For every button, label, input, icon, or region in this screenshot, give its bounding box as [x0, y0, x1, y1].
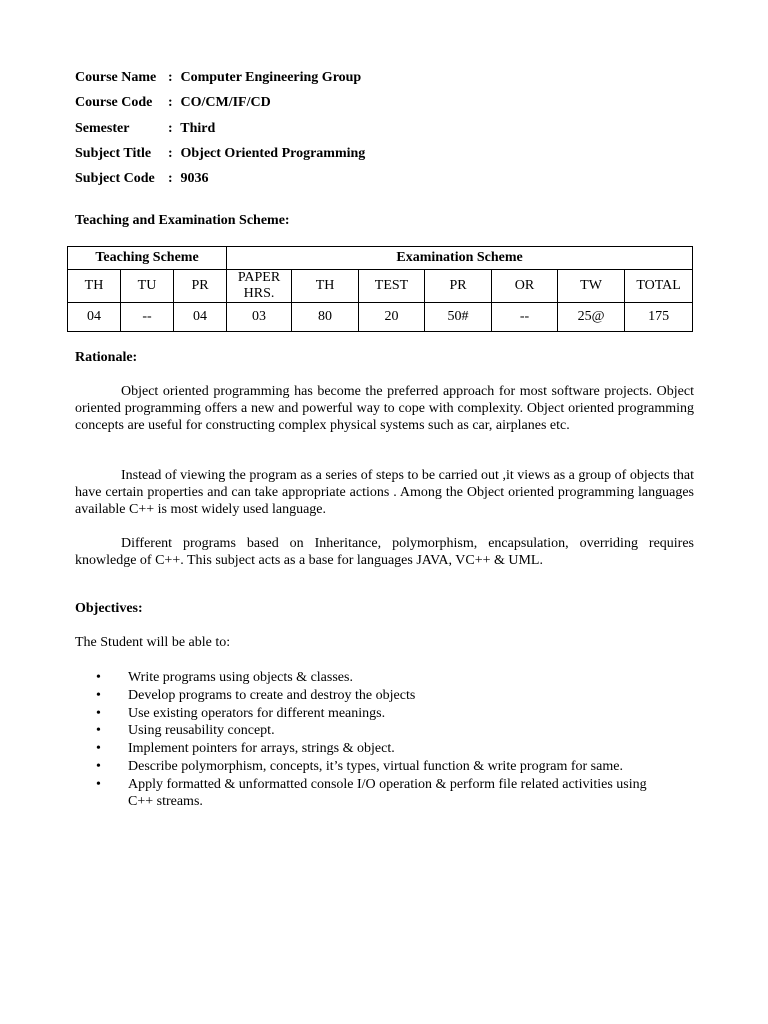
examination-scheme-header: Examination Scheme	[227, 247, 693, 270]
teaching-scheme-header: Teaching Scheme	[68, 247, 227, 270]
list-item: • Develop programs to create and destroy the objects	[96, 687, 416, 703]
rationale-paragraph-1	[75, 383, 694, 434]
objectives-list	[75, 669, 695, 810]
paragraph-text: Object oriented programming has become the preferred approach for most software projects. Object oriented programming offers a new and powerful way to cope with complexity. Object oriented programming concepts are useful for constructing complex physical systems such as car, airplanes etc.	[75, 384, 694, 433]
subject-title-label: Subject Title	[75, 145, 152, 161]
column-header: OR	[492, 270, 558, 303]
column-header: TW	[558, 270, 625, 303]
subject-code-label: Subject Code	[75, 171, 155, 187]
table-cell: 175	[625, 303, 693, 332]
bullet-icon: •	[96, 741, 101, 757]
list-item: • Using reusability concept.	[96, 723, 275, 739]
rationale-paragraph-3	[75, 535, 694, 569]
paragraph-text: Instead of viewing the program as a series of steps to be carried out ,it views as a group of objects that have certain properties and can take appropriate actions . Among the Object oriented programming languages available C++ is most widely used language.	[75, 468, 694, 517]
objectives-intro: The Student will be able to:	[75, 635, 231, 650]
table-cell: 03	[227, 303, 292, 332]
column-header: TEST	[359, 270, 425, 303]
subject-code-row: Subject Code : 9036	[75, 171, 209, 187]
semester-row: Semester : Third	[75, 120, 216, 136]
course-name-row: Course Name : Computer Engineering Group	[75, 70, 362, 85]
bullet-icon: •	[96, 776, 101, 792]
course-info	[75, 69, 365, 195]
objectives-heading: Objectives:	[75, 601, 143, 616]
column-header: TH	[68, 270, 121, 303]
bullet-icon: •	[96, 723, 101, 739]
scheme-heading: Teaching and Examination Scheme:	[75, 213, 290, 228]
course-name-value: Computer Engineering Group	[180, 70, 362, 85]
column-header: PR	[174, 270, 227, 303]
course-name-label: Course Name	[75, 70, 157, 85]
bullet-icon: •	[96, 670, 101, 685]
column-header: PR	[425, 270, 492, 303]
subject-title-value: Object Oriented Programming	[180, 145, 366, 161]
course-code-value: CO/CM/IF/CD	[180, 95, 271, 111]
rationale-heading: Rationale:	[75, 350, 138, 365]
table-cell: 80	[292, 303, 359, 332]
course-code-row: Course Code : CO/CM/IF/CD	[75, 95, 271, 111]
list-item: • Use existing operators for different meanings.	[96, 705, 386, 721]
bullet-icon: •	[96, 705, 101, 721]
bullet-icon: •	[96, 758, 101, 774]
list-item: • Describe polymorphism, concepts, it’s types, virtual function & write program for same.	[96, 758, 623, 774]
semester-label: Semester	[75, 120, 130, 136]
list-item: • Write programs using objects & classes.	[96, 670, 353, 685]
list-item: • Implement pointers for arrays, strings & object.	[96, 741, 395, 757]
table-cell: 20	[359, 303, 425, 332]
list-item: • Apply formatted & unformatted console I/O operation & perform file related activities using C++ streams.	[96, 776, 647, 809]
table-cell: --	[492, 303, 558, 332]
table-cell: 50#	[425, 303, 492, 332]
course-code-label: Course Code	[75, 95, 153, 111]
bullet-icon: •	[96, 687, 101, 703]
subject-title-row: Subject Title : Object Oriented Programming	[75, 145, 366, 161]
table-cell: 25@	[558, 303, 625, 332]
table-cell: --	[121, 303, 174, 332]
table-cell: 04	[174, 303, 227, 332]
column-header: TOTAL	[625, 270, 693, 303]
column-header: TU	[121, 270, 174, 303]
semester-value: Third	[180, 120, 216, 136]
column-header: TH	[292, 270, 359, 303]
scheme-table	[67, 246, 693, 332]
table-cell: 04	[68, 303, 121, 332]
rationale-paragraph-2	[75, 467, 694, 518]
column-header: PAPER HRS.	[227, 270, 292, 303]
paragraph-text: Different programs based on Inheritance, polymorphism, encapsulation, overriding requires knowledge of C++. This subject acts as a base for languages JAVA, VC++ & UML.	[75, 536, 694, 568]
subject-code-value: 9036	[180, 171, 209, 187]
